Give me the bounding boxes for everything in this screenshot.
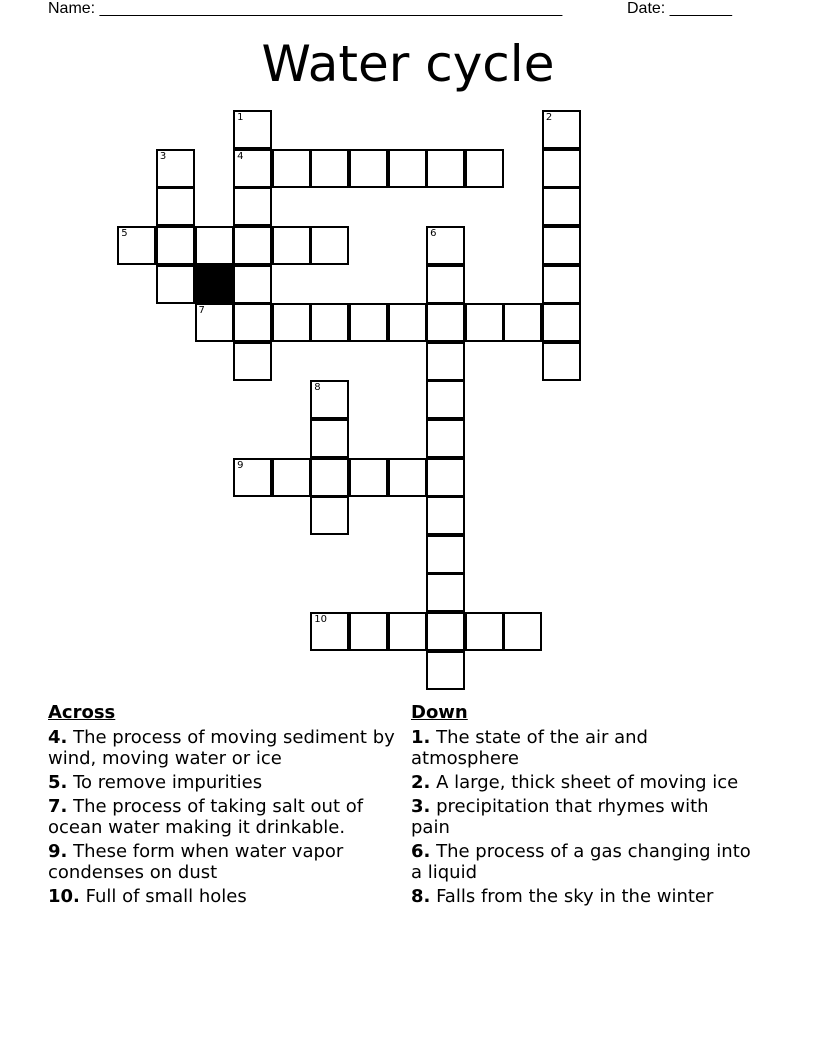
clue-text: The process of a gas changing into a liquid <box>411 841 751 883</box>
crossword-cell[interactable] <box>233 226 272 265</box>
crossword-cell[interactable] <box>233 303 272 342</box>
clue-text: The process of moving sediment by wind, moving water or ice <box>48 727 395 769</box>
down-clue <box>411 727 751 769</box>
crossword-cell[interactable] <box>388 303 427 342</box>
crossword-cell[interactable] <box>426 612 465 651</box>
clue-text: Falls from the sky in the winter <box>436 886 714 907</box>
crossword-cell[interactable] <box>310 303 349 342</box>
across-clue <box>48 886 398 907</box>
crossword-cell[interactable] <box>388 612 427 651</box>
down-clue <box>411 841 751 883</box>
crossword-cell[interactable] <box>426 226 465 265</box>
crossword-cell[interactable] <box>310 496 349 535</box>
crossword-cell[interactable] <box>233 187 272 226</box>
crossword-cell[interactable] <box>542 342 581 381</box>
crossword-cell[interactable] <box>542 303 581 342</box>
crossword-cell[interactable] <box>233 110 272 149</box>
clue-number-label: 5. <box>48 772 68 793</box>
clue-number: 4 <box>237 150 244 162</box>
crossword-cell[interactable] <box>117 226 156 265</box>
crossword-cell[interactable] <box>349 612 388 651</box>
crossword-cell[interactable] <box>542 149 581 188</box>
crossword-cell[interactable] <box>310 419 349 458</box>
clue-number: 5 <box>121 227 128 239</box>
across-heading: Across <box>48 702 116 723</box>
crossword-cell[interactable] <box>310 149 349 188</box>
clue-number: 8 <box>314 382 321 394</box>
crossword-cell[interactable] <box>426 458 465 497</box>
across-clue <box>48 841 398 883</box>
crossword-cell[interactable] <box>310 612 349 651</box>
across-clue <box>48 796 398 838</box>
crossword-cell[interactable] <box>426 380 465 419</box>
crossword-cell[interactable] <box>233 458 272 497</box>
crossword-cell[interactable] <box>349 458 388 497</box>
across-clue-list <box>48 727 398 907</box>
crossword-cell[interactable] <box>272 458 311 497</box>
crossword-cell[interactable] <box>156 226 195 265</box>
crossword-cell[interactable] <box>426 303 465 342</box>
clue-number-label: 10. <box>48 886 80 907</box>
crossword-cell[interactable] <box>272 226 311 265</box>
crossword-cell[interactable] <box>310 226 349 265</box>
crossword-cell[interactable] <box>195 303 234 342</box>
crossword-cell[interactable] <box>233 342 272 381</box>
clue-number: 9 <box>237 459 244 471</box>
clue-text: To remove impurities <box>73 772 263 793</box>
clue-text: These form when water vapor condenses on dust <box>48 841 344 883</box>
crossword-cell[interactable] <box>272 149 311 188</box>
crossword-cell[interactable] <box>388 458 427 497</box>
crossword-cell[interactable] <box>349 149 388 188</box>
clue-text: The state of the air and atmosphere <box>411 727 648 769</box>
page-title: Water cycle <box>261 35 555 93</box>
clue-text: The process of taking salt out of ocean water making it drinkable. <box>48 796 364 838</box>
crossword-cell[interactable] <box>426 535 465 574</box>
crossword-cell[interactable] <box>388 149 427 188</box>
clue-number-label: 6. <box>411 841 431 862</box>
crossword-cell[interactable] <box>310 380 349 419</box>
crossword-cell[interactable] <box>465 149 504 188</box>
crossword-cell[interactable] <box>542 110 581 149</box>
across-clue <box>48 772 398 793</box>
clue-number-label: 4. <box>48 727 68 748</box>
clue-number: 2 <box>545 112 553 124</box>
clue-text: precipitation that rhymes with pain <box>411 796 709 838</box>
across-clues <box>48 702 398 910</box>
crossword-cell[interactable] <box>503 303 542 342</box>
clue-number: 6 <box>430 227 437 239</box>
clue-number-label: 3. <box>411 796 431 817</box>
clue-text: A large, thick sheet of moving ice <box>436 772 739 793</box>
clue-number-label: 7. <box>48 796 68 817</box>
crossword-cell[interactable] <box>503 612 542 651</box>
across-clue <box>48 727 398 769</box>
crossword-cell[interactable] <box>542 265 581 304</box>
clue-number: 3 <box>159 150 167 162</box>
crossword-cell[interactable] <box>426 573 465 612</box>
crossword-cell[interactable] <box>542 187 581 226</box>
crossword-cell[interactable] <box>426 651 465 690</box>
crossword-cell[interactable] <box>426 149 465 188</box>
crossword-cell[interactable] <box>349 303 388 342</box>
crossword-cell[interactable] <box>156 265 195 304</box>
crossword-cell[interactable] <box>465 303 504 342</box>
clue-number-label: 2. <box>411 772 431 793</box>
name-field-label: Name: ____________________________________________________ <box>48 0 563 17</box>
clue-text: Full of small holes <box>85 886 247 907</box>
crossword-cell[interactable] <box>156 149 195 188</box>
clue-number: 10 <box>314 613 328 625</box>
crossword-cell[interactable] <box>542 226 581 265</box>
crossword-cell[interactable] <box>272 303 311 342</box>
clue-number: 7 <box>198 305 205 317</box>
crossword-cell[interactable] <box>195 226 234 265</box>
date-field-label: Date: _______ <box>627 0 732 17</box>
crossword-cell[interactable] <box>233 265 272 304</box>
crossword-cell[interactable] <box>426 265 465 304</box>
crossword-black-square <box>195 265 234 304</box>
clue-number: 1 <box>237 112 244 124</box>
crossword-cell[interactable] <box>310 458 349 497</box>
crossword-cell[interactable] <box>465 612 504 651</box>
crossword-cell[interactable] <box>233 149 272 188</box>
crossword-cell[interactable] <box>426 342 465 381</box>
down-clue <box>411 772 751 793</box>
down-clue <box>411 886 751 907</box>
down-clues <box>411 702 751 910</box>
down-clue <box>411 796 751 838</box>
clue-number-label: 8. <box>411 886 431 907</box>
crossword-cell[interactable] <box>426 419 465 458</box>
clue-number-label: 9. <box>48 841 68 862</box>
down-clue-list <box>411 727 751 907</box>
clue-number-label: 1. <box>411 727 431 748</box>
down-heading: Down <box>411 702 468 723</box>
crossword-cell[interactable] <box>156 187 195 226</box>
crossword-cell[interactable] <box>426 496 465 535</box>
